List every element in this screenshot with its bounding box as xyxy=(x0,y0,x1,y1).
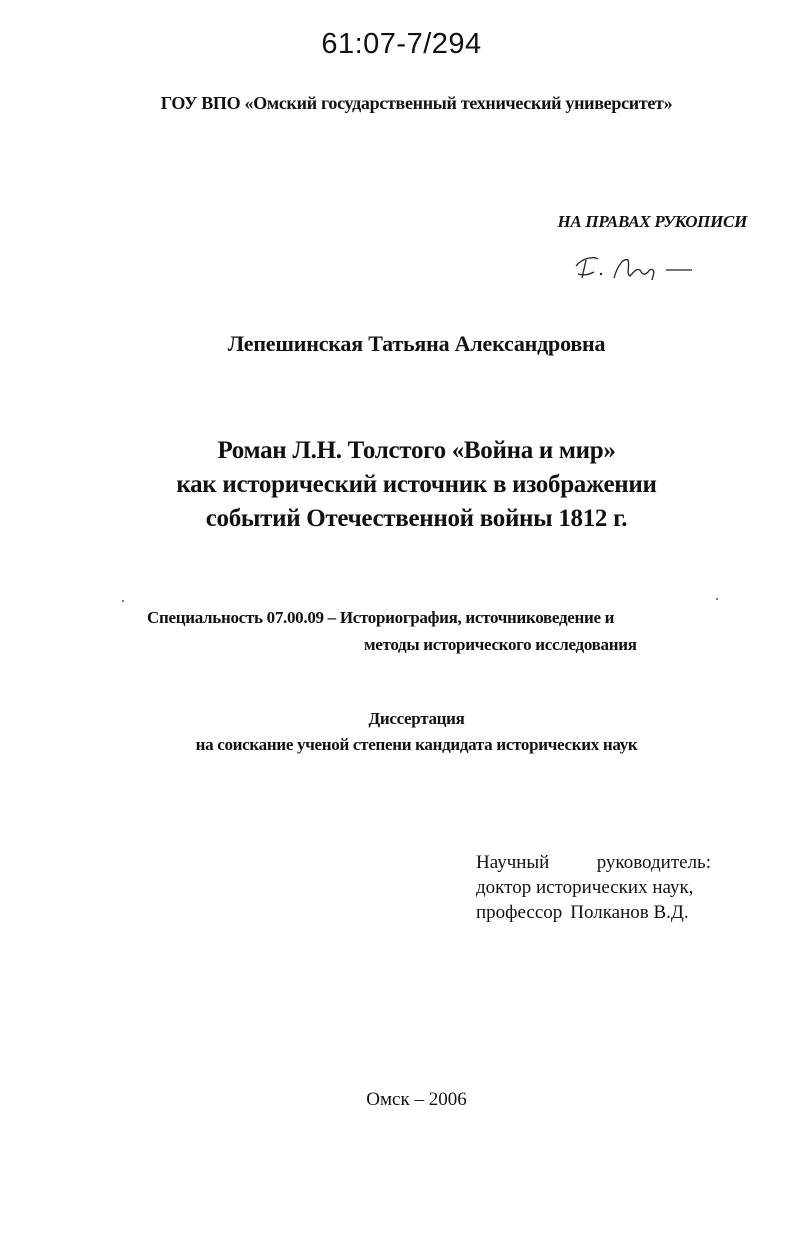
supervisor-block xyxy=(476,850,711,925)
city-year: Омск – 2006 xyxy=(366,1089,467,1110)
scan-speck xyxy=(122,600,124,602)
dissertation-line-2: на соискание ученой степени кандидата исторических наук xyxy=(195,735,638,754)
dissertation-line-1: Диссертация xyxy=(368,709,465,728)
catalog-number: 61:07-7/294 xyxy=(321,28,482,60)
title-line-2: как исторический источник в изображении xyxy=(176,471,657,498)
supervisor-label: Научный руководитель: xyxy=(476,852,711,873)
supervisor-degree: доктор исторических наук, xyxy=(476,877,694,898)
title-line-1: Роман Л.Н. Толстого «Война и мир» xyxy=(217,437,616,464)
handwritten-signature xyxy=(568,244,698,284)
dissertation-title xyxy=(0,434,793,536)
author-name: Лепешинская Татьяна Александровна xyxy=(227,331,606,356)
scan-speck xyxy=(716,598,718,600)
institution-name: ГОУ ВПО «Омский государственный технический университет» xyxy=(160,93,673,113)
specialty-line-2: методы исторического исследования xyxy=(364,635,637,654)
title-line-3: событий Отечественной войны 1812 г. xyxy=(205,505,628,532)
specialty-line-1: Специальность 07.00.09 – Историография, источниковедение и xyxy=(147,608,615,627)
rights-note: НА ПРАВАХ РУКОПИСИ xyxy=(557,212,747,231)
dissertation-type xyxy=(0,706,793,758)
supervisor-name: профессор Полканов В.Д. xyxy=(476,902,689,923)
